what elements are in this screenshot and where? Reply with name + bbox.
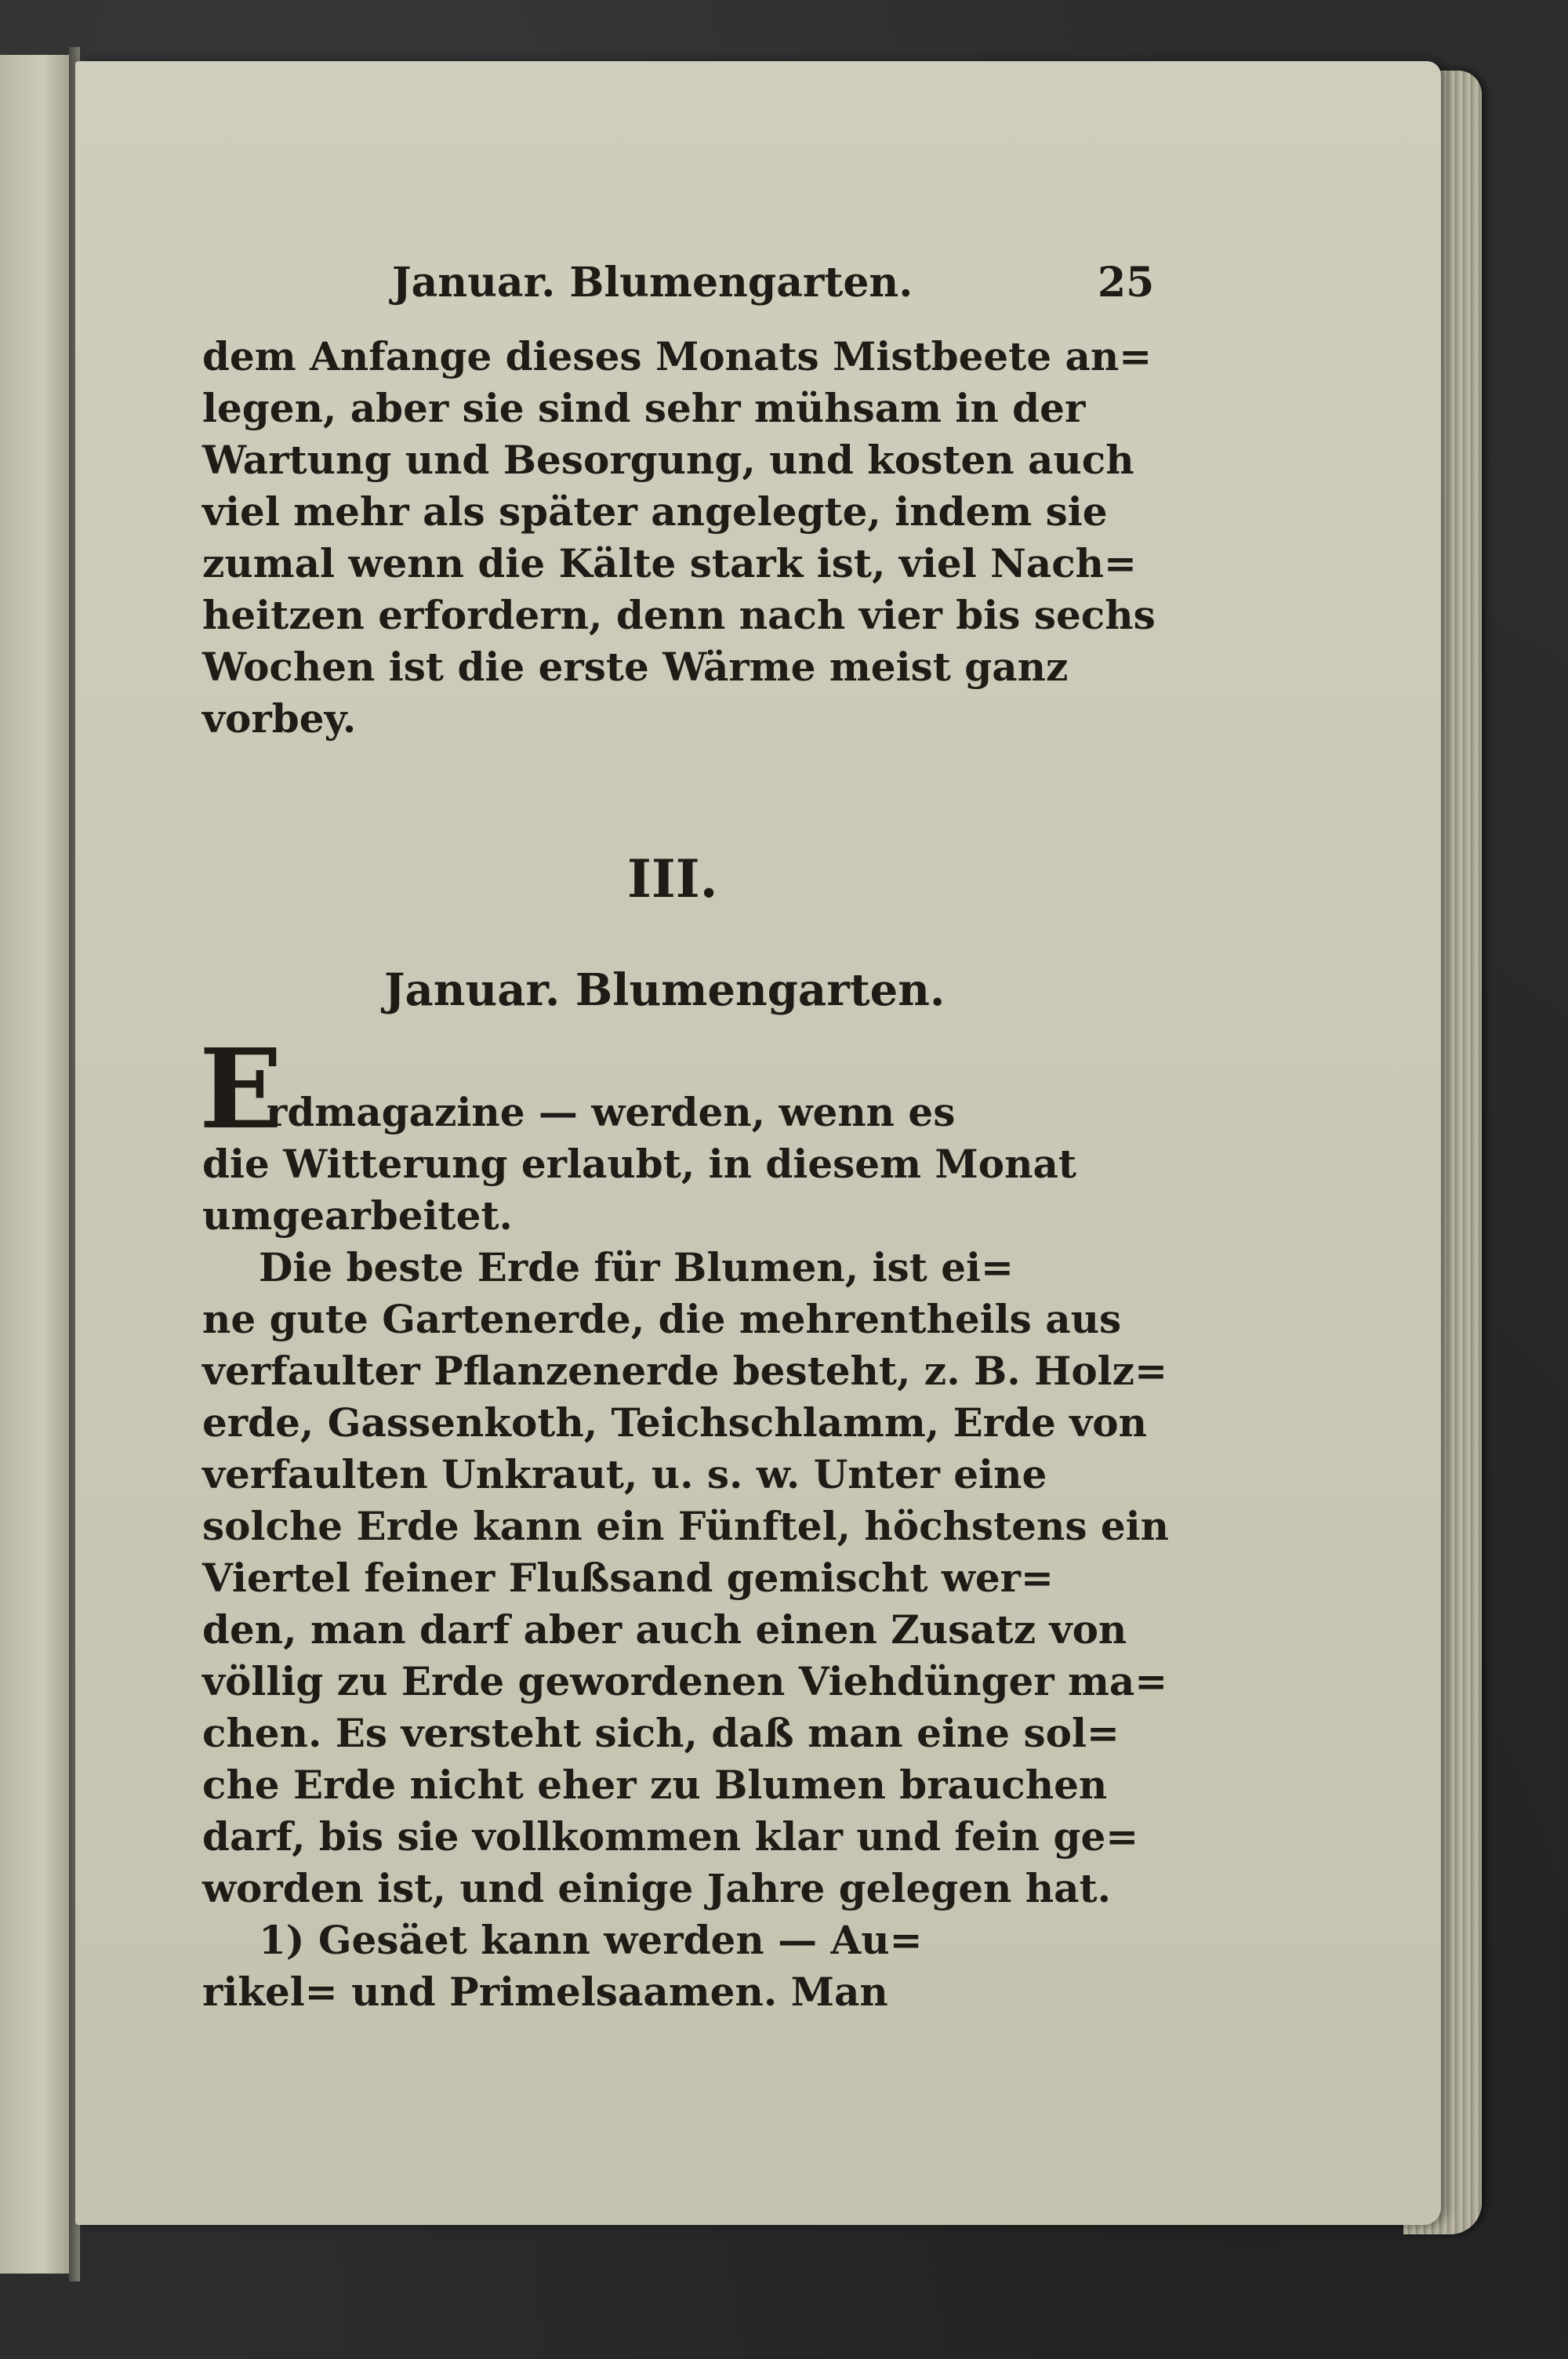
section-line: den, man darf aber auch einen Zusatz von — [202, 1606, 1127, 1653]
section-number: III. — [627, 848, 718, 909]
section-line: Viertel feiner Flußsand gemischt wer= — [202, 1555, 1054, 1601]
intro-line: Wochen ist die erste Wärme meist ganz — [202, 644, 1069, 690]
previous-page-edge — [0, 55, 72, 2274]
intro-line: viel mehr als später angelegte, indem sie — [202, 488, 1108, 535]
section-line: solche Erde kann ein Fünftel, höchstens ein — [202, 1503, 1170, 1549]
intro-line: legen, aber sie sind sehr mühsam in der — [202, 385, 1086, 431]
drop-cap: E — [199, 1025, 283, 1154]
section-line: verfaulter Pflanzenerde besteht, z. B. Holz= — [202, 1348, 1167, 1394]
section-title: Januar. Blumengarten. — [384, 964, 946, 1016]
section-line: 1) Gesäet kann werden — Au= — [259, 1917, 923, 1963]
section-first-line: rdmagazine — werden, wenn es — [267, 1089, 956, 1135]
intro-line: dem Anfange dieses Monats Mistbeete an= — [202, 333, 1152, 379]
section-line: verfaulten Unkraut, u. s. w. Unter eine — [202, 1451, 1047, 1497]
intro-line: zumal wenn die Kälte stark ist, viel Nach= — [202, 540, 1137, 586]
section-line: che Erde nicht eher zu Blumen brauchen — [202, 1762, 1108, 1808]
section-line: Die beste Erde für Blumen, ist ei= — [259, 1244, 1014, 1290]
section-line: darf, bis sie vollkommen klar und fein ge= — [202, 1813, 1139, 1860]
running-title: Januar. Blumengarten. — [392, 259, 913, 307]
intro-line: vorbey. — [202, 695, 357, 742]
intro-line: Wartung und Besorgung, und kosten auch — [202, 437, 1134, 483]
section-line: rikel= und Primelsaamen. Man — [202, 1969, 888, 2015]
section-line: worden ist, und einige Jahre gelegen hat. — [202, 1865, 1112, 1911]
section-line: umgearbeitet. — [202, 1192, 513, 1239]
section-line: die Witterung erlaubt, in diesem Monat — [202, 1141, 1076, 1187]
section-line: erde, Gassenkoth, Teichschlamm, Erde von — [202, 1399, 1147, 1446]
section-line: chen. Es versteht sich, daß man eine sol= — [202, 1710, 1120, 1756]
section-line: ne gute Gartenerde, die mehrentheils aus — [202, 1296, 1122, 1342]
page-number: 25 — [1098, 259, 1155, 307]
intro-line: heitzen erfordern, denn nach vier bis sechs — [202, 592, 1156, 638]
section-line: völlig zu Erde gewordenen Viehdünger ma= — [202, 1658, 1168, 1704]
